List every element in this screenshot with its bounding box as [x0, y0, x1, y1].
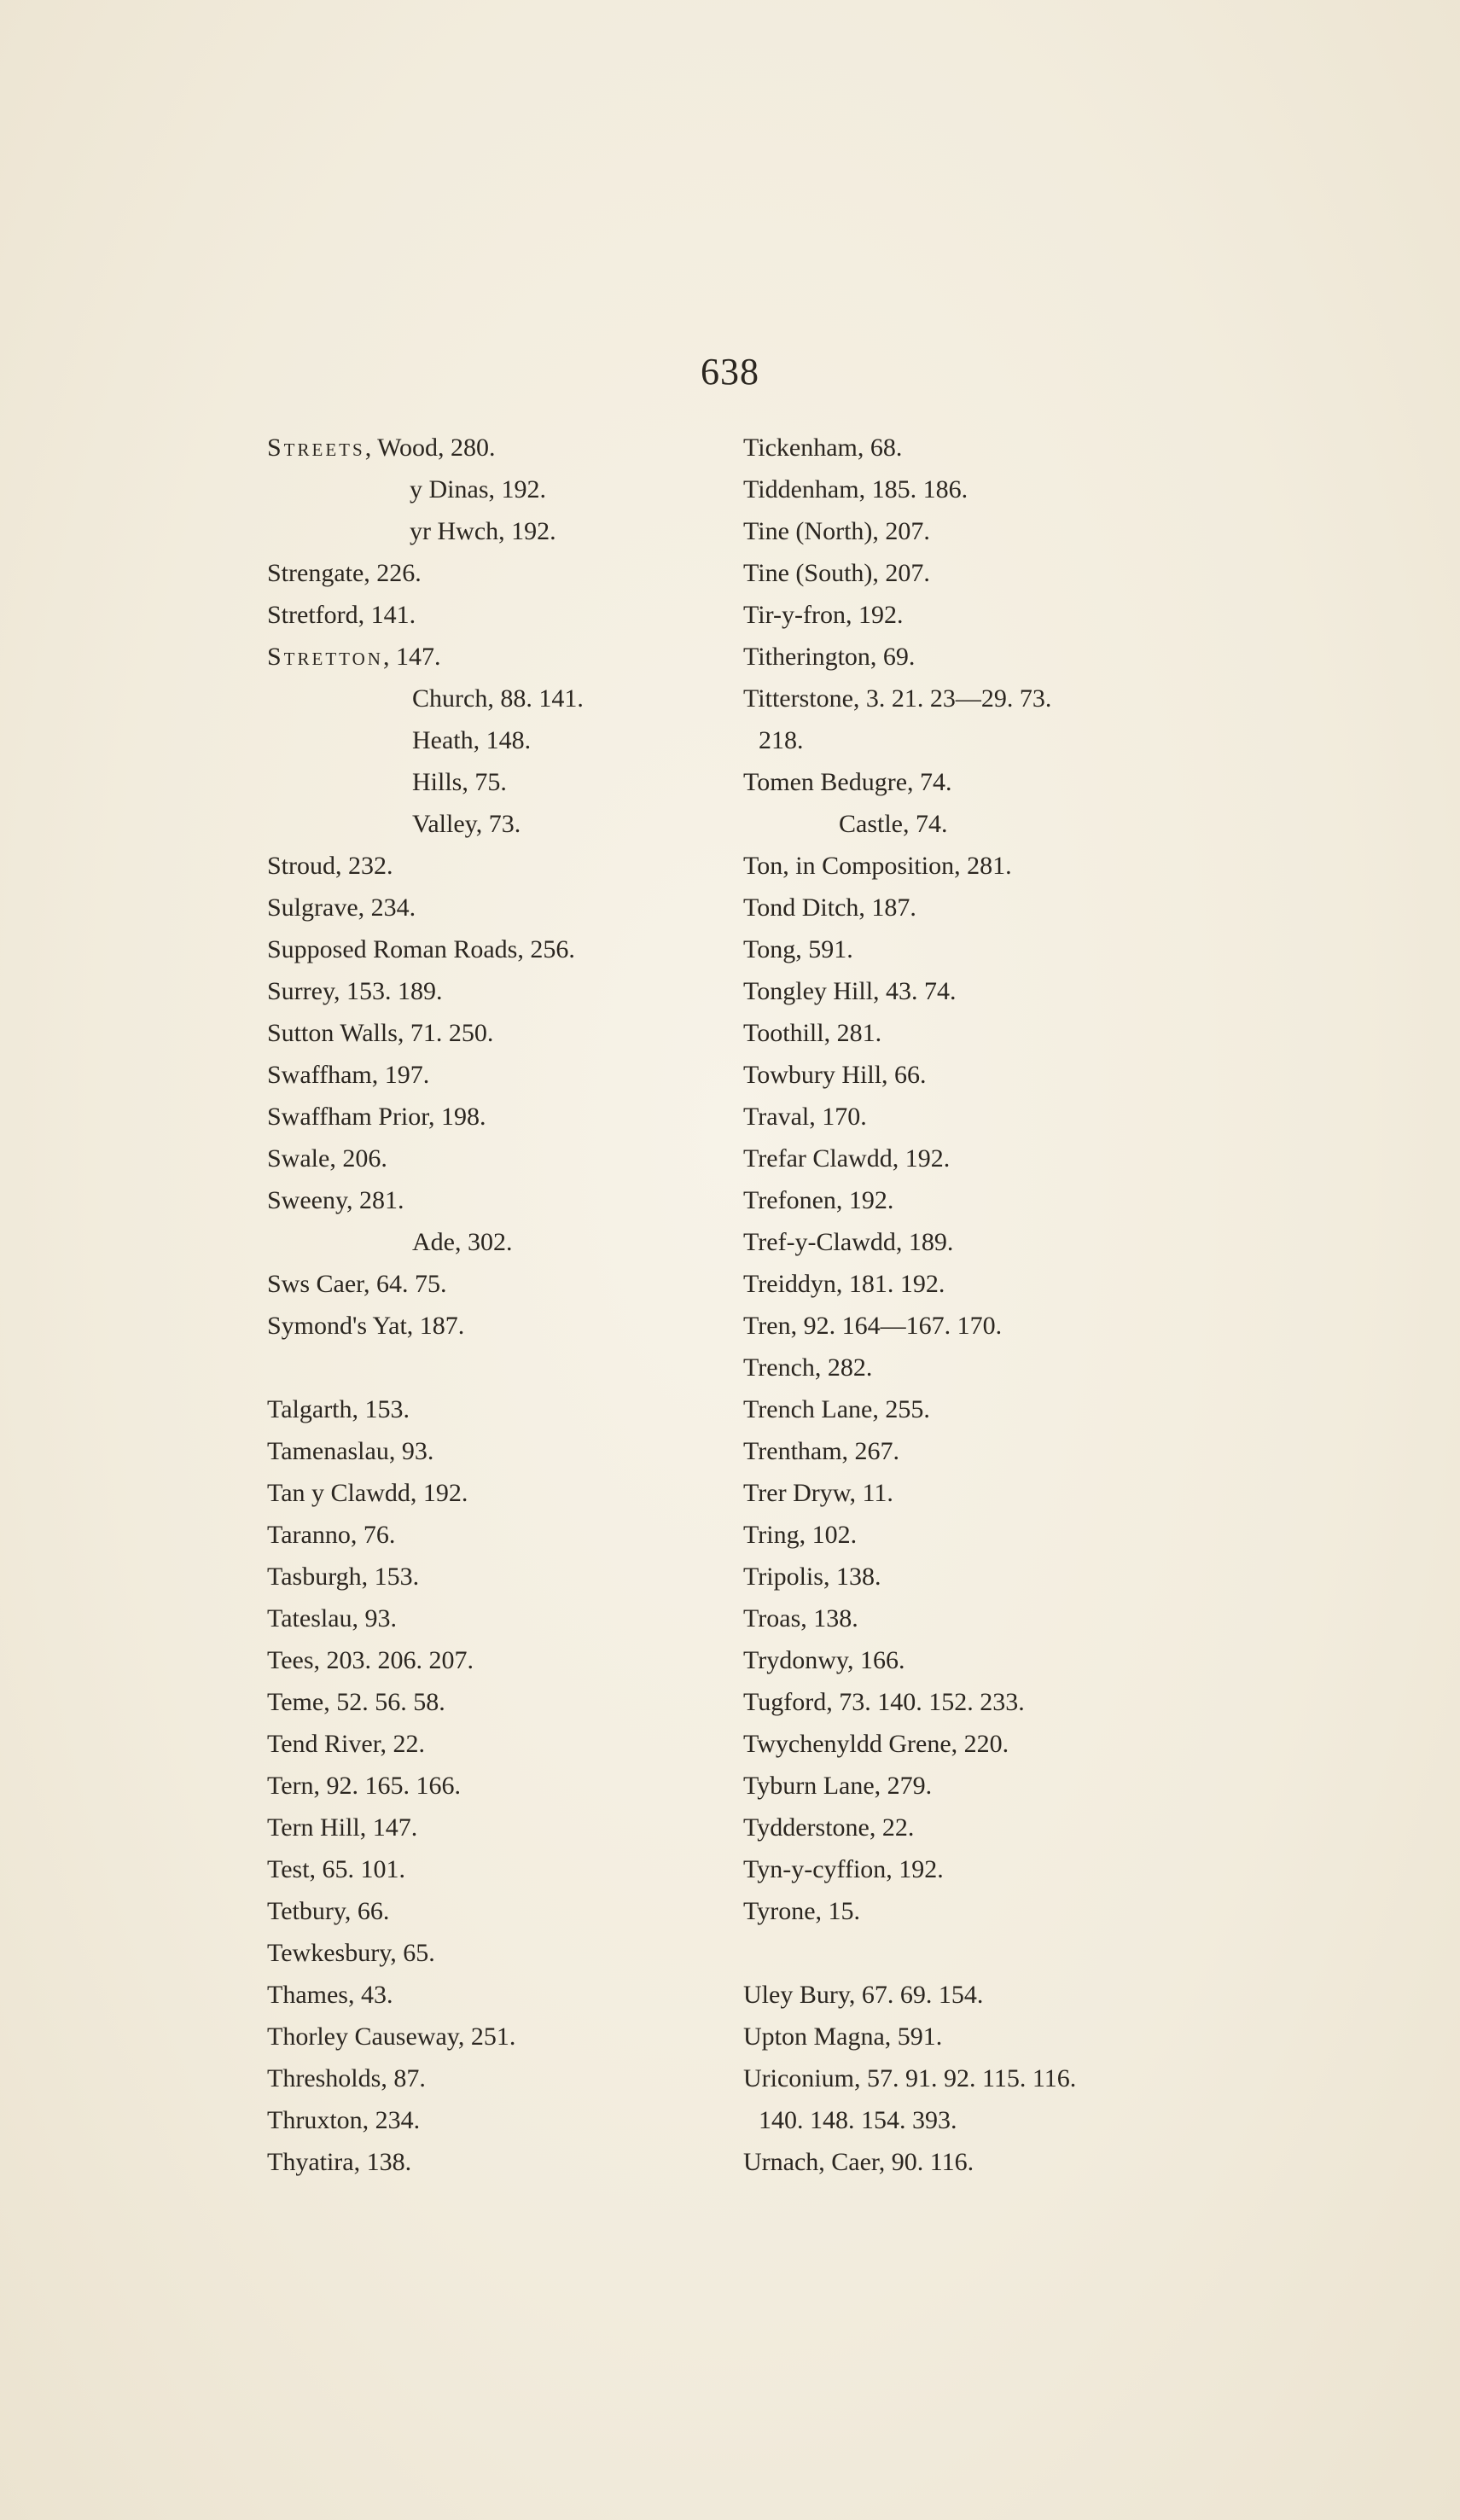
- index-entry: [743, 1556, 1187, 1598]
- index-entry: [267, 928, 711, 970]
- index-subentry: [743, 2099, 1187, 2141]
- index-entry-text: Tern Hill, 147.: [267, 1813, 418, 1842]
- index-entry-text: Towbury Hill, 66.: [743, 1061, 927, 1089]
- index-entry-text: Heath, 148.: [412, 726, 532, 754]
- index-entry-text: Sweeny, 281.: [267, 1186, 404, 1214]
- index-entry: [267, 1305, 711, 1347]
- index-entry: [267, 2016, 711, 2057]
- index-entry-text: Taranno, 76.: [267, 1521, 396, 1549]
- index-entry-text: Tiddenham, 185. 186.: [743, 475, 968, 503]
- index-entry-text: Tir-y-fron, 192.: [743, 601, 904, 629]
- index-entry-text: Tyrone, 15.: [743, 1897, 861, 1925]
- index-subentry: [267, 510, 711, 552]
- index-entry-text: Tong, 591.: [743, 935, 853, 963]
- index-entry-text: Tamenaslau, 93.: [267, 1437, 434, 1465]
- index-entry-text: Teme, 52. 56. 58.: [267, 1688, 445, 1716]
- index-entry: [267, 1807, 711, 1848]
- index-entry-text: Upton Magna, 591.: [743, 2022, 943, 2051]
- index-entry: [267, 594, 711, 636]
- index-entry-text: Sutton Walls, 71. 250.: [267, 1019, 494, 1047]
- index-entry: [743, 1807, 1187, 1848]
- index-entry: [267, 1430, 711, 1472]
- index-entry: [743, 1305, 1187, 1347]
- index-entry-text: Thyatira, 138.: [267, 2148, 412, 2176]
- index-entry-text: , Wood, 280.: [364, 434, 496, 462]
- index-entry: [267, 1556, 711, 1598]
- index-entry: [267, 1765, 711, 1807]
- index-entry-text: Tripolis, 138.: [743, 1563, 881, 1591]
- index-entry: [743, 552, 1187, 594]
- index-entry-text: Tateslau, 93.: [267, 1604, 398, 1632]
- index-entry-text: Treiddyn, 181. 192.: [743, 1270, 945, 1298]
- index-entry-text: Tring, 102.: [743, 1521, 858, 1549]
- index-entry-text: Tetbury, 66.: [267, 1897, 390, 1925]
- index-entry-text: Hills, 75.: [412, 768, 507, 796]
- index-entry: [743, 678, 1187, 719]
- index-entry-text: Uriconium, 57. 91. 92. 115. 116.: [743, 2064, 1077, 2092]
- index-entry-text: Trench, 282.: [743, 1353, 873, 1382]
- index-entry-text: Tasburgh, 153.: [267, 1563, 420, 1591]
- index-entry-text: Talgarth, 153.: [267, 1395, 410, 1423]
- index-entry-text: y Dinas, 192.: [410, 475, 546, 503]
- index-entry: [743, 1179, 1187, 1221]
- index-entry: [267, 1179, 711, 1221]
- index-entry: [743, 1138, 1187, 1179]
- index-entry: [267, 427, 711, 468]
- index-entry-text: Thorley Causeway, 251.: [267, 2022, 516, 2051]
- index-entry-text: Valley, 73.: [412, 810, 521, 838]
- index-entry: [267, 2057, 711, 2099]
- index-heading-smallcaps: Streets: [267, 434, 365, 462]
- index-entry: [267, 845, 711, 887]
- index-entry-text: Tyburn Lane, 279.: [743, 1772, 933, 1800]
- index-entry-text: Ade, 302.: [412, 1228, 513, 1256]
- index-entry: [267, 1472, 711, 1514]
- index-entry: [267, 1890, 711, 1932]
- index-entry: [743, 636, 1187, 678]
- index-entry-text: Tyn-y-cyffion, 192.: [743, 1855, 944, 1883]
- index-entry: [267, 2141, 711, 2183]
- index-entry: [743, 761, 1187, 803]
- index-entry-text: Swaffham, 197.: [267, 1061, 430, 1089]
- index-entry: [743, 970, 1187, 1012]
- index-entry: [743, 1012, 1187, 1054]
- index-entry: [267, 1138, 711, 1179]
- index-entry: [267, 1598, 711, 1639]
- index-entry-text: 218.: [759, 726, 804, 754]
- index-entry: [267, 1263, 711, 1305]
- index-entry-text: Urnach, Caer, 90. 116.: [743, 2148, 974, 2176]
- index-entry: [267, 2099, 711, 2141]
- index-entry: [267, 970, 711, 1012]
- index-entry-text: Tern, 92. 165. 166.: [267, 1772, 462, 1800]
- section-gap: [267, 1347, 711, 1388]
- index-entry: [743, 1388, 1187, 1430]
- index-entry: [743, 1765, 1187, 1807]
- index-entry-text: Tydderstone, 22.: [743, 1813, 915, 1842]
- index-entry-text: Trydonwy, 166.: [743, 1646, 905, 1674]
- index-entry: [743, 1221, 1187, 1263]
- index-entry-text: Uley Bury, 67. 69. 154.: [743, 1981, 984, 2009]
- index-entry-text: Swaffham Prior, 198.: [267, 1103, 486, 1131]
- index-entry: [267, 887, 711, 928]
- index-heading-smallcaps: Stretton: [267, 643, 383, 671]
- index-entry: [743, 1054, 1187, 1096]
- index-entry: [267, 1723, 711, 1765]
- index-entry: [743, 1430, 1187, 1472]
- index-entry-text: Swale, 206.: [267, 1144, 387, 1173]
- index-entry-text: Tend River, 22.: [267, 1730, 425, 1758]
- index-entry-text: Tees, 203. 206. 207.: [267, 1646, 474, 1674]
- index-entry: [267, 636, 711, 678]
- index-entry-text: Symond's Yat, 187.: [267, 1312, 465, 1340]
- index-entry-text: Tickenham, 68.: [743, 434, 903, 462]
- index-entry: [743, 1347, 1187, 1388]
- index-entry: [743, 1723, 1187, 1765]
- index-entry: [267, 1388, 711, 1430]
- index-entry: [743, 887, 1187, 928]
- index-entry-text: Tond Ditch, 187.: [743, 893, 916, 922]
- index-entry: [743, 2016, 1187, 2057]
- index-entry: [267, 1848, 711, 1890]
- index-entry: [267, 552, 711, 594]
- index-entry-text: Thresholds, 87.: [267, 2064, 426, 2092]
- index-entry-text: Tongley Hill, 43. 74.: [743, 977, 957, 1005]
- index-subentry: [267, 678, 711, 719]
- index-entry-text: Traval, 170.: [743, 1103, 867, 1131]
- index-entry-text: Sulgrave, 234.: [267, 893, 416, 922]
- index-entry: [267, 1514, 711, 1556]
- index-entry: [267, 1681, 711, 1723]
- index-entry: [743, 427, 1187, 468]
- index-entry-text: Toothill, 281.: [743, 1019, 882, 1047]
- index-entry-text: Trer Dryw, 11.: [743, 1479, 893, 1507]
- index-entry-text: Troas, 138.: [743, 1604, 858, 1632]
- index-entry: [743, 1848, 1187, 1890]
- index-entry: [743, 1639, 1187, 1681]
- index-entry-text: Tref-y-Clawdd, 189.: [743, 1228, 954, 1256]
- index-entry-text: Trefonen, 192.: [743, 1186, 894, 1214]
- index-entry: [743, 594, 1187, 636]
- index-subentry: [743, 803, 1187, 845]
- page-number: 638: [701, 351, 759, 393]
- index-entry-text: Church, 88. 141.: [412, 684, 584, 713]
- index-entry-text: Tugford, 73. 140. 152. 233.: [743, 1688, 1025, 1716]
- index-entry: [743, 1890, 1187, 1932]
- index-entry-text: Castle, 74.: [839, 810, 948, 838]
- index-entry-text: Tan y Clawdd, 192.: [267, 1479, 468, 1507]
- index-subentry: [267, 719, 711, 761]
- index-subentry: [267, 803, 711, 845]
- index-entry: [743, 1974, 1187, 2016]
- index-entry-text: Strengate, 226.: [267, 559, 422, 587]
- index-entry-text: Thruxton, 234.: [267, 2106, 421, 2134]
- index-entry: [743, 1514, 1187, 1556]
- index-entry-text: Ton, in Composition, 281.: [743, 852, 1012, 880]
- index-entry: [267, 1974, 711, 2016]
- index-entry: [743, 1681, 1187, 1723]
- index-entry-text: Sws Caer, 64. 75.: [267, 1270, 447, 1298]
- index-column-left: [267, 427, 711, 2183]
- index-entry: [743, 1472, 1187, 1514]
- index-entry: [743, 928, 1187, 970]
- index-entry-text: Trentham, 267.: [743, 1437, 900, 1465]
- index-subentry: [743, 719, 1187, 761]
- index-entry-text: Surrey, 153. 189.: [267, 977, 443, 1005]
- index-entry-text: Tewkesbury, 65.: [267, 1939, 435, 1967]
- index-entry-text: Test, 65. 101.: [267, 1855, 406, 1883]
- index-entry: [267, 1932, 711, 1974]
- section-gap: [743, 1932, 1187, 1974]
- index-entry: [743, 845, 1187, 887]
- index-entry: [267, 1639, 711, 1681]
- index-subentry: [267, 468, 711, 510]
- index-entry: [743, 468, 1187, 510]
- index-entry: [743, 2141, 1187, 2183]
- index-entry: [743, 1263, 1187, 1305]
- index-entry-text: Trefar Clawdd, 192.: [743, 1144, 951, 1173]
- index-entry-text: Twychenyldd Grene, 220.: [743, 1730, 1009, 1758]
- index-entry-text: Tren, 92. 164—167. 170.: [743, 1312, 1003, 1340]
- index-entry-text: Stroud, 232.: [267, 852, 393, 880]
- index-entry: [267, 1054, 711, 1096]
- index-subentry: [267, 761, 711, 803]
- index-entry-text: Stretford, 141.: [267, 601, 416, 629]
- index-entry-text: , 147.: [382, 643, 441, 671]
- index-entry-text: 140. 148. 154. 393.: [759, 2106, 957, 2134]
- index-entry-text: yr Hwch, 192.: [410, 517, 556, 545]
- index-subentry: [267, 1221, 711, 1263]
- index-entry: [267, 1096, 711, 1138]
- index-entry: [743, 2057, 1187, 2099]
- index-entry-text: Tine (South), 207.: [743, 559, 930, 587]
- index-entry-text: Supposed Roman Roads, 256.: [267, 935, 575, 963]
- index-entry-text: Trench Lane, 255.: [743, 1395, 930, 1423]
- index-entry-text: Tine (North), 207.: [743, 517, 930, 545]
- index-entry-text: Titterstone, 3. 21. 23—29. 73.: [743, 684, 1052, 713]
- index-entry: [267, 1012, 711, 1054]
- index-entry-text: Titherington, 69.: [743, 643, 916, 671]
- index-entry-text: Thames, 43.: [267, 1981, 393, 2009]
- index-entry-text: Tomen Bedugre, 74.: [743, 768, 952, 796]
- index-column-right: [743, 427, 1187, 2183]
- index-entry: [743, 1598, 1187, 1639]
- index-entry: [743, 510, 1187, 552]
- index-entry: [743, 1096, 1187, 1138]
